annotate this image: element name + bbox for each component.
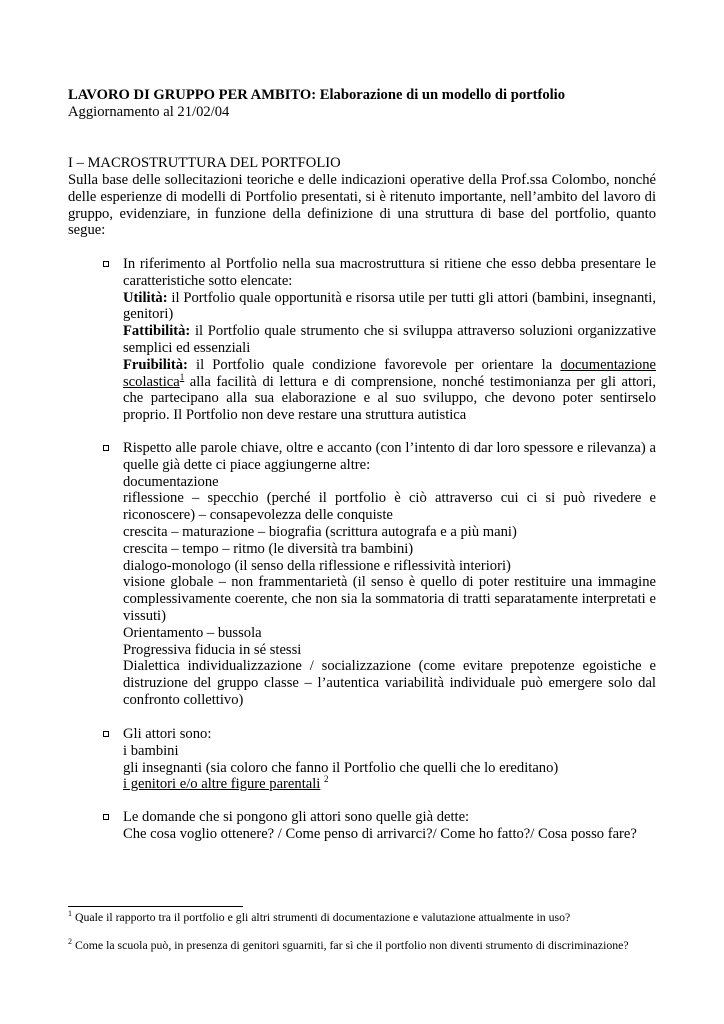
utilita-item — [123, 290, 656, 324]
footnote-number: 1 — [68, 909, 72, 918]
intro-paragraph: Sulla base delle sollecitazioni teoriche e delle indicazioni operative della Prof.ssa Colombo, nonché delle esperienze di modelli di Portfolio presentati, si è ritenuto importante, nell’ambito del lavoro di gruppo, evidenziare, in funzione della definizione di una struttura di base del portfolio, quanto segue: — [68, 172, 656, 239]
fattibilita-item — [123, 323, 656, 357]
footnote-1 — [68, 910, 668, 924]
footnote-text: Come la scuola può, in presenza di genitori sguarniti, far sì che il portfolio non diventi strumento di discriminazione? — [72, 938, 629, 952]
footnote-separator — [68, 906, 243, 907]
footnote-ref-2[interactable]: 2 — [324, 774, 329, 785]
checkbox-bullet-icon — [103, 445, 109, 451]
actor-item: gli insegnanti (sia coloro che fanno il Portfolio che quelli che lo ereditano) — [123, 759, 559, 776]
actor-item: i bambini — [123, 742, 179, 759]
keyword-item: Progressiva fiducia in sé stessi — [123, 641, 302, 658]
footnote-text: Quale il rapporto tra il portfolio e gli altri strumenti di documentazione e valutazione attualmente in uso? — [72, 910, 571, 924]
fruibilita-item — [123, 357, 656, 424]
bullet-lead: In riferimento al Portfolio nella sua macrostruttura si ritiene che esso debba presentare le caratteristiche sotto elencate: — [123, 256, 656, 289]
section-heading: I – MACROSTRUTTURA DEL PORTFOLIO — [68, 155, 341, 171]
fruibilita-text: il Portfolio quale condizione favorevole per orientare la — [187, 356, 561, 373]
bullet-lead: Gli attori sono: — [123, 726, 212, 742]
fattibilita-label: Fattibilità: — [123, 323, 191, 340]
fattibilita-text: il Portfolio quale strumento che si sviluppa attraverso soluzioni organizzative semplici ed essenziali — [123, 323, 656, 356]
footnote-number: 2 — [68, 937, 72, 946]
checkbox-bullet-icon — [103, 261, 109, 267]
keyword-item: Orientamento – bussola — [123, 624, 262, 641]
fruibilita-rest: alla facilità di lettura e di comprensione, nonché testimonianza per gli attori, che partecipano alla sua elaborazione e al suo sviluppo, che devono poter sentirselo proprio. Il Portfolio non deve restare una struttura autistica — [123, 373, 656, 424]
keyword-item: visione globale – non frammentarietà (il senso è quello di poter restituire una immagine complessivamente coerente, che non sia la sommatoria di tratti separatamente interpretati e vissuti) — [123, 574, 656, 624]
keyword-item: dialogo-monologo (il senso della riflessione e riflessività interiori) — [123, 557, 511, 574]
keyword-item: Dialettica individualizzazione / socializzazione (come evitare prepotenze egoistiche e distruzione del gruppo classe – l’autentica variabilità individuale può emergere solo dal confronto collettivo) — [123, 658, 656, 708]
document-title: LAVORO DI GRUPPO PER AMBITO: Elaborazione di un modello di portfolio — [68, 87, 566, 103]
utilita-text: il Portfolio quale opportunità e risorsa utile per tutti gli attori (bambini, insegnanti, genitori) — [123, 289, 656, 323]
bullet-body — [123, 809, 656, 843]
keyword-item: crescita – tempo – ritmo (le diversità tra bambini) — [123, 540, 414, 557]
bullet-body — [123, 256, 656, 424]
bullet-body — [123, 440, 656, 709]
actor-item-parents — [123, 776, 656, 793]
footnote-2 — [68, 938, 668, 952]
checkbox-bullet-icon — [103, 814, 109, 820]
bullet-lead: Rispetto alle parole chiave, oltre e accanto (con l’intento di dar loro spessore e rilevanza) a quelle già dette ci piace aggiungerne altre: — [123, 440, 656, 473]
documentazione-link[interactable]: documentazione scolastica — [123, 356, 656, 390]
bullet-body — [123, 726, 656, 793]
utilita-label: Utilità: — [123, 289, 168, 306]
footnote-ref-1[interactable]: 1 — [179, 371, 185, 382]
keyword-item: documentazione — [123, 473, 219, 490]
genitori-link[interactable]: i genitori e/o altre figure parentali — [123, 776, 321, 793]
update-date: Aggiornamento al 21/02/04 — [68, 104, 230, 120]
questions-text: Che cosa voglio ottenere? / Come penso di arrivarci?/ Come ho fatto?/ Cosa posso fare? — [123, 825, 637, 842]
keyword-item: crescita – maturazione – biografia (scrittura autografa e a più mani) — [123, 523, 517, 540]
checkbox-bullet-icon — [103, 731, 109, 737]
keyword-item: riflessione – specchio (perché il portfolio è ciò attraverso cui ci si può rivedere e riconoscere) – consapevolezza delle conquiste — [123, 490, 656, 524]
bullet-lead: Le domande che si pongono gli attori sono quelle già dette: — [123, 809, 470, 825]
fruibilita-label: Fruibilità: — [123, 356, 188, 373]
